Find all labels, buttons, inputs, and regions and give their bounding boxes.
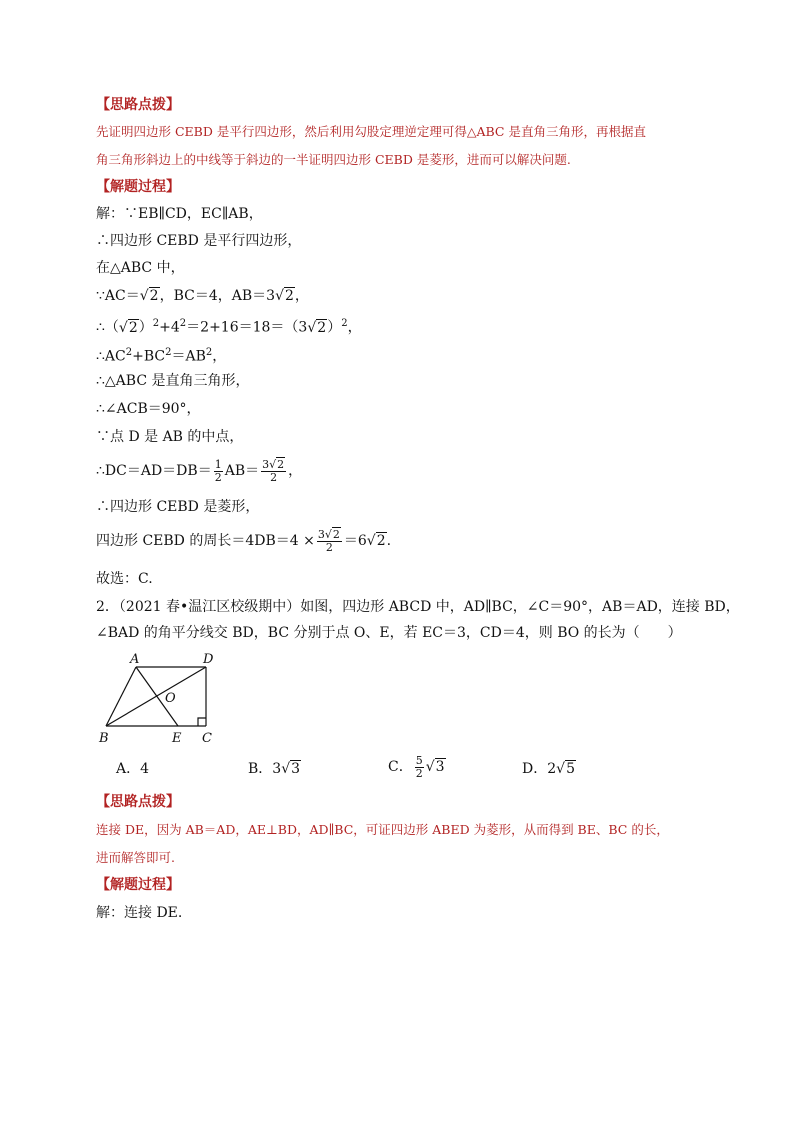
radicand: 2: [376, 533, 386, 549]
solution-1-line-9: ∵点 D 是 AB 的中点，: [96, 429, 244, 445]
math-text: 四边形 CEBD 的周长＝4DB＝4 ×: [96, 533, 315, 549]
hint-1-line-2: 角三角形斜边上的中线等于斜边的一半证明四边形 CEBD 是菱形，进而可以解决问题.: [96, 152, 571, 167]
denominator: 2: [270, 470, 278, 484]
solution-1-line-5: [96, 315, 362, 337]
hint-header-1: 【思路点拨】: [96, 97, 180, 113]
math-text: ，: [288, 463, 303, 479]
fraction: [317, 529, 342, 554]
sqrt-sign: √2: [118, 319, 138, 336]
radicand: 5: [566, 761, 575, 777]
label-e: E: [172, 731, 182, 746]
math-text: ∴DC＝AD＝DB＝: [96, 463, 212, 479]
math-text: ＝6: [343, 533, 367, 549]
solution-1-line-13: 故选：C.: [96, 571, 153, 587]
exponent: 2: [341, 318, 348, 329]
exponent: 2: [125, 347, 133, 358]
solution-header-2: 【解题过程】: [96, 877, 180, 893]
solution-1-line-3: 在△ABC 中，: [96, 260, 185, 276]
option-d-text: D．2: [522, 761, 557, 777]
problem-2-line-2: ∠BAD 的角平分线交 BD，BC 分别于点 O、E，若 EC＝3，CD＝4，则 BO 的长为（ ）: [96, 625, 682, 641]
math-text: ＝AB: [171, 348, 206, 365]
sqrt-sign: √3: [425, 759, 445, 775]
radicand: 2: [332, 527, 340, 541]
radicand: 3: [435, 759, 445, 775]
geometry-figure: [96, 650, 236, 746]
exponent: 2: [152, 318, 160, 329]
sqrt-sign: √2: [366, 533, 386, 549]
fraction: [214, 459, 223, 484]
denominator: 2: [415, 766, 423, 780]
label-c: C: [202, 731, 212, 746]
sqrt-sign: √2: [139, 288, 159, 304]
hint-header-2: 【思路点拨】: [96, 794, 180, 810]
label-o: O: [165, 691, 176, 706]
solution-1-line-12: [96, 526, 391, 556]
problem-2-line-1: 2．（2021 春•温江区校级期中）如图，四边形 ABCD 中，AD∥BC，∠C＝90°，AB＝AD，连接 BD，: [96, 599, 740, 615]
solution-1-line-6: [96, 344, 226, 366]
solution-1-line-7: ∴△ABC 是直角三角形，: [96, 373, 250, 389]
coefficient: 3: [262, 457, 270, 471]
math-text: ，: [212, 348, 227, 365]
numerator: 1: [214, 457, 222, 471]
hint-2-line-2: 进而解答即可.: [96, 850, 175, 865]
solution-header-1: 【解题过程】: [96, 179, 180, 195]
solution-1-line-10: [96, 456, 302, 486]
fraction: [261, 459, 286, 484]
radicand: 3: [291, 761, 301, 777]
math-text: ，: [347, 319, 362, 336]
radicand: 2: [149, 288, 159, 304]
coefficient: 3: [317, 527, 325, 541]
radicand: 2: [277, 457, 285, 471]
math-text: ）: [327, 319, 342, 336]
hint-2-line-1: 连接 DE，因为 AB＝AD，AE⊥BD，AD∥BC，可证四边形 ABED 为菱形，从而得到 BE、BC 的长，: [96, 822, 669, 837]
math-text: +BC: [132, 348, 166, 365]
sqrt-sign: √5: [556, 761, 575, 777]
label-d: D: [203, 652, 214, 667]
sqrt-sign: √3: [281, 761, 301, 777]
option-d: [522, 760, 576, 778]
math-text: ，: [294, 288, 309, 304]
radicand: 2: [284, 288, 294, 304]
exponent: 2: [165, 347, 172, 358]
math-text: +4: [159, 319, 180, 336]
radicand: 2: [128, 319, 138, 336]
math-text: ∴（: [96, 319, 119, 336]
solution-1-line-4: [96, 287, 309, 305]
option-b-text: B．3: [248, 761, 282, 777]
label-a: A: [130, 652, 140, 667]
radicand: 2: [317, 319, 327, 336]
option-c: [388, 752, 446, 782]
denominator: 2: [325, 540, 333, 554]
exponent: 2: [205, 347, 213, 358]
hint-1-line-1: 先证明四边形 CEBD 是平行四边形，然后利用勾股定理逆定理可得△ABC 是直角三角形，再根据直: [96, 124, 646, 139]
fraction: [415, 755, 424, 780]
math-text: AB＝: [224, 463, 260, 479]
solution-1-line-1: 解：∵EB∥CD，EC∥AB，: [96, 206, 263, 222]
right-angle-mark: [198, 718, 206, 726]
numerator: 3√2: [317, 527, 340, 541]
math-text: ，BC＝4，AB＝3: [159, 288, 276, 304]
option-a: A．4: [116, 761, 150, 777]
math-text: ∴AC: [96, 348, 126, 365]
math-text: ＝2+16＝18＝（3: [186, 319, 308, 336]
option-c-text: C．: [388, 759, 413, 775]
numerator: 3√2: [262, 457, 285, 471]
solution-1-line-2: ∴四边形 CEBD 是平行四边形，: [96, 233, 302, 249]
solution-1-line-11: ∴四边形 CEBD 是菱形，: [96, 499, 260, 515]
solution-2-line-1: 解：连接 DE.: [96, 905, 183, 921]
math-text: ∵AC＝: [96, 288, 140, 304]
numerator: 5: [415, 753, 423, 767]
sqrt-sign: √2: [307, 319, 327, 336]
option-b: [248, 760, 301, 778]
exponent: 2: [179, 318, 187, 329]
denominator: 2: [214, 470, 222, 484]
solution-1-line-8: ∴∠ACB＝90°，: [96, 401, 201, 417]
label-b: B: [99, 731, 109, 746]
math-text: ）: [138, 319, 153, 336]
sqrt-sign: √2: [275, 288, 294, 304]
math-text: .: [386, 533, 392, 549]
